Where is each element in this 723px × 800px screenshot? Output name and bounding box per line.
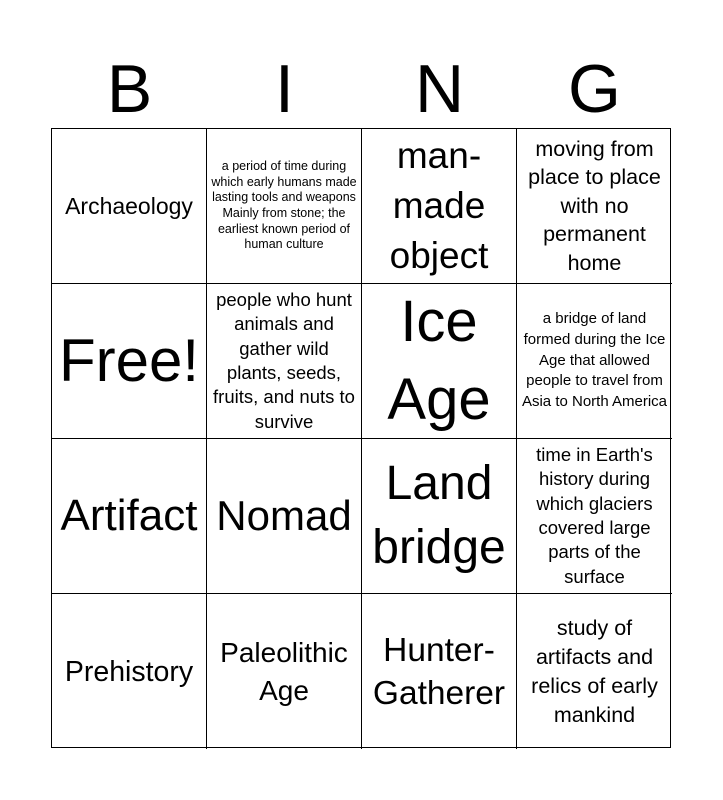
cell-text: Nomad	[216, 492, 352, 539]
cell-text: Ice Age	[387, 289, 491, 432]
cell-text: Paleolithic Age	[220, 636, 348, 706]
bingo-cell-land-bridge-definition[interactable]	[517, 284, 672, 439]
cell-text: study of artifacts and relics of early mankind	[531, 615, 658, 727]
bingo-board	[51, 128, 671, 748]
cell-text: Free!	[58, 327, 200, 394]
header-letter-n: N	[414, 51, 465, 127]
cell-text: Archaeology	[65, 193, 193, 219]
bingo-cell-ice-age[interactable]	[362, 284, 517, 439]
bingo-cell-archaeology[interactable]	[52, 129, 207, 284]
cell-text: a bridge of land formed during the Ice Age that allowed people to travel from Asia to North America	[521, 310, 668, 411]
bingo-cell-hunter-gatherer-definition[interactable]	[207, 284, 362, 439]
cell-text: Artifact	[60, 491, 198, 540]
bingo-cell-hunter-gatherer[interactable]	[362, 594, 517, 749]
cell-text: time in Earth's history during which glaciers covered large parts of the surface	[536, 443, 653, 587]
cell-text: a period of time during which early humans made lasting tools and weapons Mainly from stone; the earliest known period of human culture	[211, 158, 357, 252]
bingo-cell-paleolithic-definition[interactable]	[207, 129, 362, 284]
bingo-cell-nomad[interactable]	[207, 439, 362, 594]
bingo-cell-paleolithic-age[interactable]	[207, 594, 362, 749]
cell-text: Prehistory	[64, 655, 194, 688]
bingo-cell-artifact[interactable]	[52, 439, 207, 594]
bingo-cell-ice-age-definition[interactable]	[517, 439, 672, 594]
cell-text: moving from place to place with no permanent home	[528, 136, 661, 275]
bingo-cell-land-bridge[interactable]	[362, 439, 517, 594]
bingo-cell-nomad-definition[interactable]	[517, 129, 672, 284]
cell-text: man-made object	[389, 135, 489, 276]
header-letter-g: G	[568, 51, 621, 127]
cell-text: Hunter-Gatherer	[372, 631, 506, 712]
header-letter-b: B	[106, 51, 153, 127]
bingo-header	[52, 48, 672, 130]
bingo-cell-artifact-definition[interactable]	[362, 129, 517, 284]
cell-text: people who hunt animals and gather wild plants, seeds, fruits, and nuts to survive	[213, 288, 355, 432]
bingo-cell-free[interactable]	[52, 284, 207, 439]
bingo-cell-prehistory[interactable]	[52, 594, 207, 749]
bingo-cell-archaeology-definition[interactable]	[517, 594, 672, 749]
header-letter-i: I	[275, 51, 294, 127]
cell-text: Land bridge	[372, 457, 506, 574]
